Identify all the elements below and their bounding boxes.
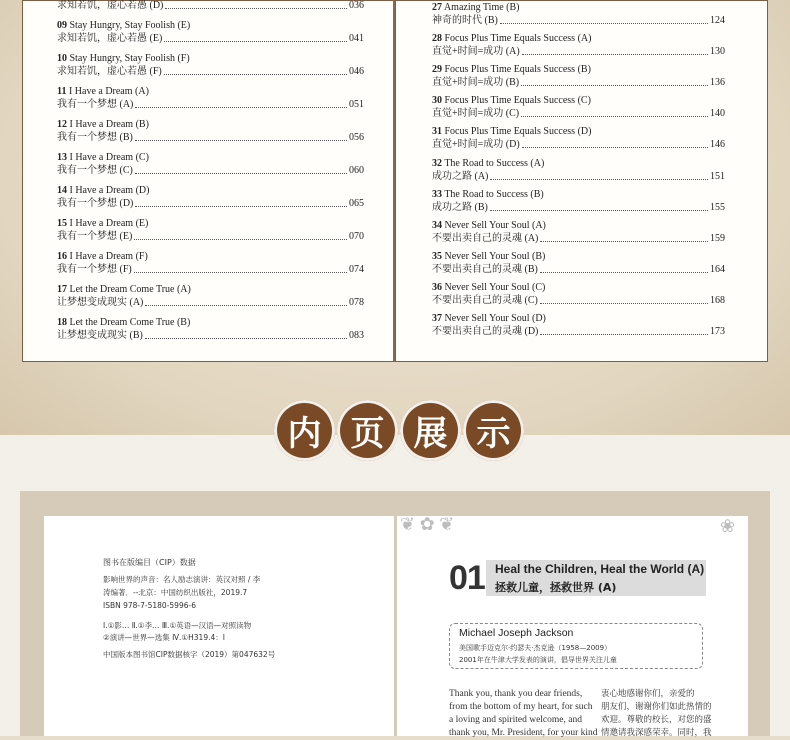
toc-entry-title-en: Never Sell Your Soul (A) [444,219,546,231]
toc-entry-title-en: Focus Plus Time Equals Success (C) [444,95,591,107]
toc-entry-title-cn: 我有一个梦想 (D) [57,198,134,209]
toc-entry-en [432,312,725,325]
toc-entry-page: 078 [349,297,364,308]
toc-entry-cn-row [57,329,364,342]
toc-entry-page: 164 [710,263,725,275]
toc-entry-en [57,283,364,296]
toc-entry-number: 12 [57,119,67,130]
leader-dots [540,241,708,242]
leader-dots [522,54,708,55]
toc-entry-title-cn: 让梦想变成现实 (A) [57,297,144,308]
leader-dots [490,179,708,180]
toc-entry-number: 37 [432,313,442,324]
leader-dots [135,107,347,108]
cip-line: ②演讲—世界—选集 Ⅳ.①H319.4：Ⅰ [103,633,225,642]
leader-dots [134,272,347,273]
toc-entry-page: 036 [349,0,364,11]
leader-dots [145,338,347,339]
toc-entry-number: 15 [57,218,67,229]
toc-entry-cn-row [57,65,364,78]
leader-dots [165,8,347,9]
cip-line: Ⅰ.①影… Ⅱ.①李… Ⅲ.①英语—汉语—对照读物 [103,621,252,630]
toc-entry-en [432,157,725,170]
toc-entry-page: 173 [710,326,725,337]
toc-entry [432,94,725,120]
banner-char: 示 [463,400,524,461]
speaker-info-line: 美国歌手迈克尔·约瑟夫·杰克逊（1958—2009） [459,644,612,652]
toc-entry-cn-row [57,197,364,210]
toc-entry-title-cn: 不要出卖自己的灵魂 (D) [432,326,539,337]
cip-title: 图书在版编目（CIP）数据 [103,558,196,567]
toc-entry-cn-row [57,32,364,45]
toc-entry-cn-row [432,107,725,120]
leader-dots [134,239,347,240]
toc-entry-en [57,52,364,65]
book-fold [393,0,395,362]
toc-entry-title-cn: 直觉+时间=成功 (A) [432,46,520,58]
toc-entry-cn-row [432,232,725,245]
toc-entry [432,281,725,307]
toc-entry-number: 36 [432,281,442,293]
cip-line: 涛编著．--北京：中国纺织出版社，2019.7 [103,588,248,597]
toc-entry-en [432,63,725,76]
toc-entry-title-en: Amazing Time (B) [443,2,520,13]
speaker-info [459,642,617,666]
speaker-name: Michael Joseph Jackson [459,627,574,639]
body-line-en: Thank you, thank you dear friends, [449,689,583,699]
toc-entry [57,19,364,45]
toc-entry-number: 14 [57,185,67,196]
toc-entry-page: 151 [710,170,725,182]
leader-dots [145,305,347,306]
toc-entry [432,32,725,58]
body-line-cn: 衷心地感谢你们，亲爱的 [601,689,695,699]
toc-entry [57,283,364,309]
toc-entry [57,0,364,12]
toc-entry-title-cn: 求知若饥，虚心若愚 (D) [57,0,164,11]
toc-entry-cn-row [57,230,364,243]
leader-dots [540,272,708,273]
toc-entry-title-en: Focus Plus Time Equals Success (B) [444,64,591,76]
toc-entry-cn-row [57,164,364,177]
toc-entry-page: 083 [349,330,364,341]
toc-entry-title-cn: 不要出卖自己的灵魂 (A) [432,232,539,244]
toc-entry-page: 046 [349,66,364,77]
toc-entry-title-en: Never Sell Your Soul (D) [444,313,546,324]
toc-entry-number: 35 [432,250,442,262]
leader-dots [521,116,708,117]
toc-entry [432,63,725,89]
toc-entry-en [57,316,364,329]
toc-entry [57,217,364,243]
banner-char: 展 [400,400,461,461]
toc-entry-title-cn: 让梦想变成现实 (B) [57,330,143,341]
toc-entry-en [57,184,364,197]
toc-entry-cn-row [432,138,725,151]
leader-dots [164,74,347,75]
toc-entry-cn-row [432,294,725,307]
leader-dots [135,206,347,207]
toc-entry-title-en: Never Sell Your Soul (B) [444,250,546,262]
body-line-cn: 朋友们，谢谢你们如此热情的 [601,702,712,712]
toc-entry-number: 09 [57,20,67,31]
toc-entry-title-cn: 我有一个梦想 (B) [57,132,133,143]
toc-entry-cn-row [57,0,364,12]
toc-entry-number: 10 [57,53,67,64]
toc-entry-title-en: I Have a Dream (D) [69,185,150,196]
leader-dots [500,23,708,24]
body-text-cn [601,688,712,740]
body-text-en [449,688,598,740]
toc-entry-cn-row [432,14,725,27]
leader-dots [540,334,708,335]
toc-entry [57,316,364,342]
corner-ornament-icon: ❀ [720,516,736,536]
toc-entry-number: 18 [57,317,67,328]
leader-dots [521,85,708,86]
toc-entry-page: 155 [710,201,725,213]
toc-entry-page: 041 [349,33,364,44]
toc-entry-page: 159 [710,232,725,244]
banner-char: 页 [337,400,398,461]
toc-entry-en [432,281,725,294]
toc-entry-title-cn: 我有一个梦想 (A) [57,99,134,110]
toc-entry-title-cn: 成功之路 (B) [432,201,488,213]
toc-entry-page: 130 [710,46,725,58]
toc-entry [57,151,364,177]
toc-entry-number: 32 [432,157,442,169]
toc-entry-number: 30 [432,95,442,107]
toc-entry-number: 13 [57,152,67,163]
toc-entry-title-cn: 我有一个梦想 (F) [57,264,132,275]
toc-entry [57,85,364,111]
chapter-number: 01 [449,559,485,597]
toc-entry-cn-row [432,170,725,183]
toc-entry-number: 28 [432,33,442,45]
toc-entry-title-en: Focus Plus Time Equals Success (D) [444,126,592,138]
toc-entry-cn-row [57,296,364,309]
toc-entry-page: 074 [349,264,364,275]
toc-entry-cn-row [432,45,725,58]
toc-entry-en [57,118,364,131]
toc-entry-page: 070 [349,231,364,242]
toc-entry-title-en: I Have a Dream (C) [69,152,149,163]
toc-entry-number: 34 [432,219,442,231]
body-line-en: a loving and spirited welcome, and [449,715,582,725]
toc-entry-title-cn: 求知若饥，虚心若愚 (F) [57,66,162,77]
leader-dots [522,147,708,148]
body-line-cn: 情邀请我深感荣幸。同时，我 [601,728,712,738]
toc-entry-page: 140 [710,108,725,120]
toc-entry-title-en: Focus Plus Time Equals Success (A) [444,33,592,45]
leader-dots [490,210,708,211]
toc-entry-title-en: Let the Dream Come True (A) [69,284,191,295]
toc-entry-en [432,32,725,45]
cip-line: 影响世界的声音：名人励志演讲：英汉对照 / 李 [103,575,261,584]
toc-entry-number: 17 [57,284,67,295]
leader-dots [164,41,347,42]
toc-entry-number: 11 [57,86,67,97]
chapter-title-en: Heal the Children, Heal the World (A) [495,562,705,576]
toc-entry-cn-row [432,263,725,276]
toc-entry-en [57,85,364,98]
toc-entry-cn-row [432,76,725,89]
toc-entry-page: 168 [710,294,725,306]
toc-entry-title-cn: 直觉+时间=成功 (C) [432,108,520,120]
toc-entry [57,250,364,276]
leader-dots [540,303,708,304]
toc-entry-page: 056 [349,132,364,143]
banner-char: 内 [274,400,335,461]
body-line-en: thank you, Mr. President, for your kind [449,728,598,738]
toc-entry-en [432,1,725,14]
toc-entry [57,118,364,144]
toc-entry-en [432,250,725,263]
toc-entry-page: 124 [710,15,725,26]
leader-dots [135,140,347,141]
toc-entry-title-en: I Have a Dream (B) [69,119,149,130]
toc-entry-page: 065 [349,198,364,209]
toc-entry-page: 060 [349,165,364,176]
toc-entry [432,219,725,245]
toc-entry-title-en: The Road to Success (B) [444,188,544,200]
toc-entry-page: 146 [710,139,725,151]
toc-entry-number: 29 [432,64,442,76]
toc-entry-en [432,188,725,201]
toc-entry-page: 051 [349,99,364,110]
toc-entry [432,1,725,27]
toc-entry-title-en: The Road to Success (A) [444,157,545,169]
toc-entry-title-en: I Have a Dream (E) [69,218,149,229]
toc-entry [432,188,725,214]
toc-entry-number: 31 [432,126,442,138]
toc-entry-en [57,19,364,32]
toc-entry [432,125,725,151]
toc-entry-en [57,151,364,164]
section-banner [274,400,524,472]
toc-entry [432,312,725,338]
toc-entry-number: 16 [57,251,67,262]
speaker-info-line: 2001年在牛津大学发表的演讲，倡导世界关注儿童 [459,656,617,664]
chapter-title-cn: 拯救儿童，拯救世界 (A) [495,581,617,594]
toc-entry-number: 33 [432,188,442,200]
toc-entry-cn-row [432,201,725,214]
body-line-en: from the bottom of my heart, for such [449,702,593,712]
toc-entry-title-en: Stay Hungry, Stay Foolish (E) [69,20,191,31]
toc-entry-en [57,217,364,230]
toc-entry-title-cn: 求知若饥，虚心若愚 (E) [57,33,163,44]
toc-entry-page: 136 [710,77,725,89]
toc-entry-title-en: Never Sell Your Soul (C) [444,281,546,293]
toc-entry-title-cn: 不要出卖自己的灵魂 (C) [432,294,538,306]
toc-entry [432,250,725,276]
toc-entry-title-cn: 神奇的时代 (B) [432,15,498,26]
toc-entry-cn-row [57,98,364,111]
toc-entry-title-en: I Have a Dream (F) [69,251,148,262]
body-line-cn: 欢迎。尊敬的校长，对您的盛 [601,715,712,725]
toc-entry-title-cn: 直觉+时间=成功 (D) [432,139,520,151]
toc-entry-title-en: I Have a Dream (A) [68,86,149,97]
toc-entry-en [57,250,364,263]
corner-ornament-icon: ❦ ✿ ❦ [400,514,455,534]
toc-entry-title-cn: 我有一个梦想 (C) [57,165,133,176]
toc-entry-title-cn: 成功之路 (A) [432,170,489,182]
leader-dots [135,173,347,174]
toc-entry-cn-row [57,263,364,276]
toc-entry-cn-row [432,325,725,338]
cip-line: ISBN 978-7-5180-5996-6 [103,601,196,610]
toc-entry-title-cn: 直觉+时间=成功 (B) [432,77,520,89]
toc-entry-number: 27 [432,2,442,13]
toc-entry-en [432,219,725,232]
toc-entry-title-en: Let the Dream Come True (B) [69,317,191,328]
toc-entry [432,157,725,183]
toc-entry-en [432,94,725,107]
toc-entry-cn-row [57,131,364,144]
toc-entry [57,184,364,210]
toc-entry-en [432,125,725,138]
toc-entry [57,52,364,78]
toc-entry-title-cn: 不要出卖自己的灵魂 (B) [432,263,538,275]
cip-line: 中国版本图书馆CIP数据核字（2019）第047632号 [103,650,276,659]
toc-entry-title-cn: 我有一个梦想 (E) [57,231,133,242]
toc-entry-title-en: Stay Hungry, Stay Foolish (F) [69,53,190,64]
